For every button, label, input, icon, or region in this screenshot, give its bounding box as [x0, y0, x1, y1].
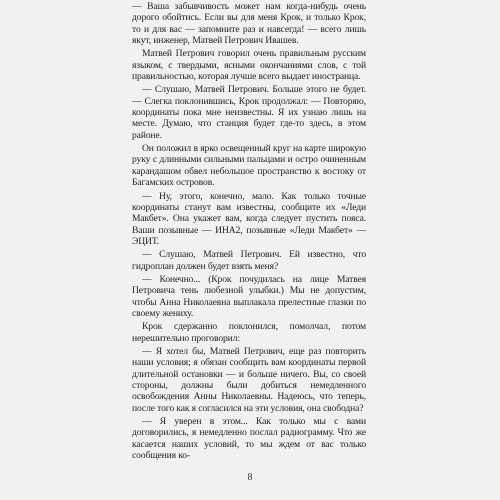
paragraph-6: — Слушаю, Матвей Петрович. Ей известно, что гидроплан должен будет взять меня? — [132, 249, 366, 272]
paragraph-1: — Ваша забывчивость может нам когда-нибудь очень дорого обойтись. Если вы для меня Крок, и только Крок, то и для вас — запомните раз и навсегда! — всего лишь якут, инженер, Матвей Петрович Ивашев. — [132, 1, 366, 47]
paragraph-5: — Ну, этого, конечно, мало. Как только точные координаты станут вам известны, сообщите их «Леди Макбет». Она укажет вам, когда следует пустить пояса. Ваши позывные — ИНА2, позывные «Леди Макбет» — ЭЦИТ. — [132, 190, 366, 247]
paragraph-10: — Я уверен в этом... Как только мы с вами договорились, я немедленно послал радиограмму. Что же касается наших условий, то мы ждем от вас только сообщения ко- — [132, 416, 366, 462]
page-number: 8 — [247, 472, 253, 483]
paragraph-3: — Слушаю, Матвей Петрович. Больше этого не будет. — Слегка поклонившись, Крок продолжал: — Повторяю, координаты пока мне неизвестны. Я их узнаю лишь на месте. Думаю, что станция будет где-то здесь, в этом районе. — [132, 84, 366, 141]
page-text — [132, 1, 366, 461]
paragraph-2: Матвей Петрович говорил очень правильным русским языком, с твердыми, ясными окончаниями слов, с той правильностью, которая лучше всего выдает иностранца. — [132, 48, 366, 83]
paragraph-9: — Я хотел бы, Матвей Петрович, еще раз повторить наши условия; я обязан сообщить вам координаты первой длительной остановки — и больше ничего. Вы, со своей стороны, должны были добиться немедленного освобождения Анны Николаевны. Надеюсь, что теперь, после того как я согласился на эти условия, она свободна? — [132, 345, 366, 414]
paragraph-4: Он положил в ярко освещенный круг на карте широкую руку с длинными сильными пальцами и остро очиненным карандашом обвел небольшое пространство к востоку от Багамских островов. — [132, 143, 366, 189]
paragraph-7: — Конечно... (Крок почудилась на лице Матвея Петровича тень любезной улыбки.) Мы не допустим, чтобы Анна Николаевна выплакала прелестные глазки по своему жениху. — [132, 273, 366, 319]
paragraph-8: Крок сдержанно поклонился, помолчал, потом нерешительно проговорил: — [132, 321, 366, 344]
